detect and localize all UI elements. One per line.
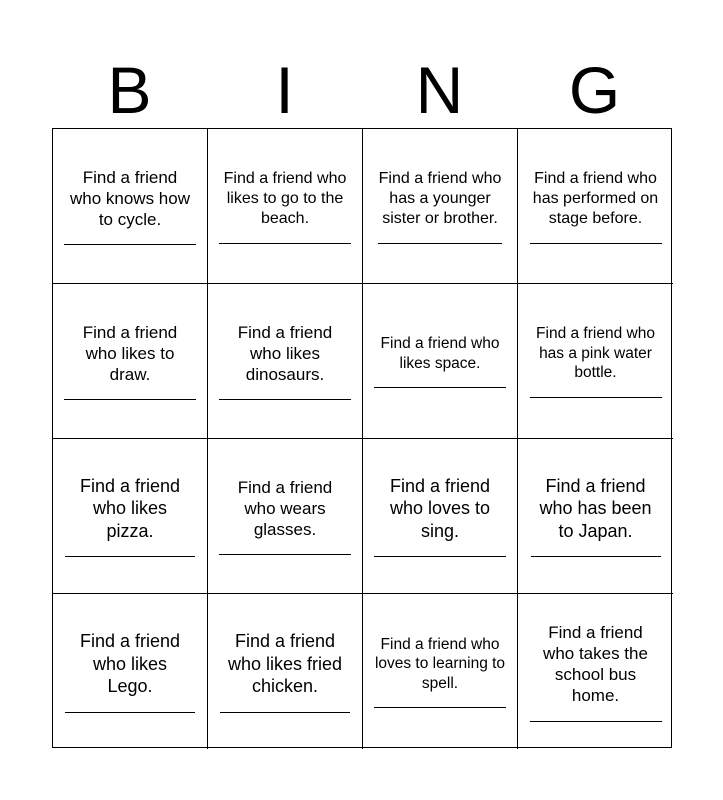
bingo-cell[interactable] bbox=[363, 439, 518, 594]
answer-line[interactable] bbox=[530, 243, 662, 244]
answer-line[interactable] bbox=[374, 556, 506, 557]
bingo-board bbox=[52, 128, 672, 748]
answer-line[interactable] bbox=[219, 399, 351, 400]
cell-prompt: Find a friend who loves to learning to spell. bbox=[374, 635, 506, 692]
cell-prompt: Find a friend who loves to sing. bbox=[389, 475, 491, 541]
bingo-header bbox=[52, 52, 672, 128]
header-letter-n: N bbox=[415, 53, 464, 127]
bingo-cell[interactable] bbox=[363, 129, 518, 284]
answer-line[interactable] bbox=[374, 707, 506, 708]
bingo-cell[interactable] bbox=[208, 129, 363, 284]
bingo-cell[interactable] bbox=[53, 129, 208, 284]
bingo-cell[interactable] bbox=[53, 284, 208, 439]
answer-line[interactable] bbox=[64, 244, 196, 245]
cell-prompt: Find a friend who knows how to cycle. bbox=[69, 167, 190, 230]
cell-prompt: Find a friend who has a pink water bottle. bbox=[536, 325, 655, 382]
header-letter-b: B bbox=[107, 53, 152, 127]
header-letter-g: G bbox=[568, 53, 621, 127]
bingo-cell[interactable] bbox=[363, 594, 518, 749]
cell-prompt: Find a friend who likes pizza. bbox=[79, 475, 181, 541]
answer-line[interactable] bbox=[219, 243, 351, 244]
cell-prompt: Find a friend who takes the school bus home. bbox=[543, 622, 648, 706]
cell-prompt: Find a friend who likes fried chicken. bbox=[227, 631, 343, 697]
bingo-cell[interactable] bbox=[208, 284, 363, 439]
bingo-cell[interactable] bbox=[518, 284, 673, 439]
cell-prompt: Find a friend who likes to draw. bbox=[82, 322, 178, 385]
bingo-cell[interactable] bbox=[208, 594, 363, 749]
answer-line[interactable] bbox=[220, 712, 350, 713]
cell-prompt: Find a friend who likes Lego. bbox=[79, 631, 181, 697]
bingo-cell[interactable] bbox=[208, 439, 363, 594]
answer-line[interactable] bbox=[530, 397, 662, 398]
bingo-cell[interactable] bbox=[518, 594, 673, 749]
cell-prompt: Find a friend who likes to go to the beach. bbox=[223, 169, 347, 227]
answer-line[interactable] bbox=[374, 387, 506, 388]
answer-line[interactable] bbox=[65, 712, 195, 713]
cell-prompt: Find a friend who has been to Japan. bbox=[539, 475, 652, 541]
bingo-cell[interactable] bbox=[53, 594, 208, 749]
cell-prompt: Find a friend who wears glasses. bbox=[237, 477, 333, 540]
answer-line[interactable] bbox=[219, 554, 351, 555]
bingo-cell[interactable] bbox=[53, 439, 208, 594]
bingo-cell[interactable] bbox=[518, 129, 673, 284]
answer-line[interactable] bbox=[65, 556, 195, 557]
bingo-cell[interactable] bbox=[518, 439, 673, 594]
answer-line[interactable] bbox=[531, 556, 661, 557]
header-letter-i: I bbox=[275, 53, 294, 127]
cell-prompt: Find a friend who likes space. bbox=[380, 335, 500, 372]
bingo-cell[interactable] bbox=[363, 284, 518, 439]
answer-line[interactable] bbox=[530, 721, 662, 722]
cell-prompt: Find a friend who has performed on stage before. bbox=[532, 169, 659, 227]
answer-line[interactable] bbox=[64, 399, 196, 400]
cell-prompt: Find a friend who has a younger sister or brother. bbox=[378, 169, 502, 227]
answer-line[interactable] bbox=[378, 243, 502, 244]
cell-prompt: Find a friend who likes dinosaurs. bbox=[237, 322, 333, 385]
